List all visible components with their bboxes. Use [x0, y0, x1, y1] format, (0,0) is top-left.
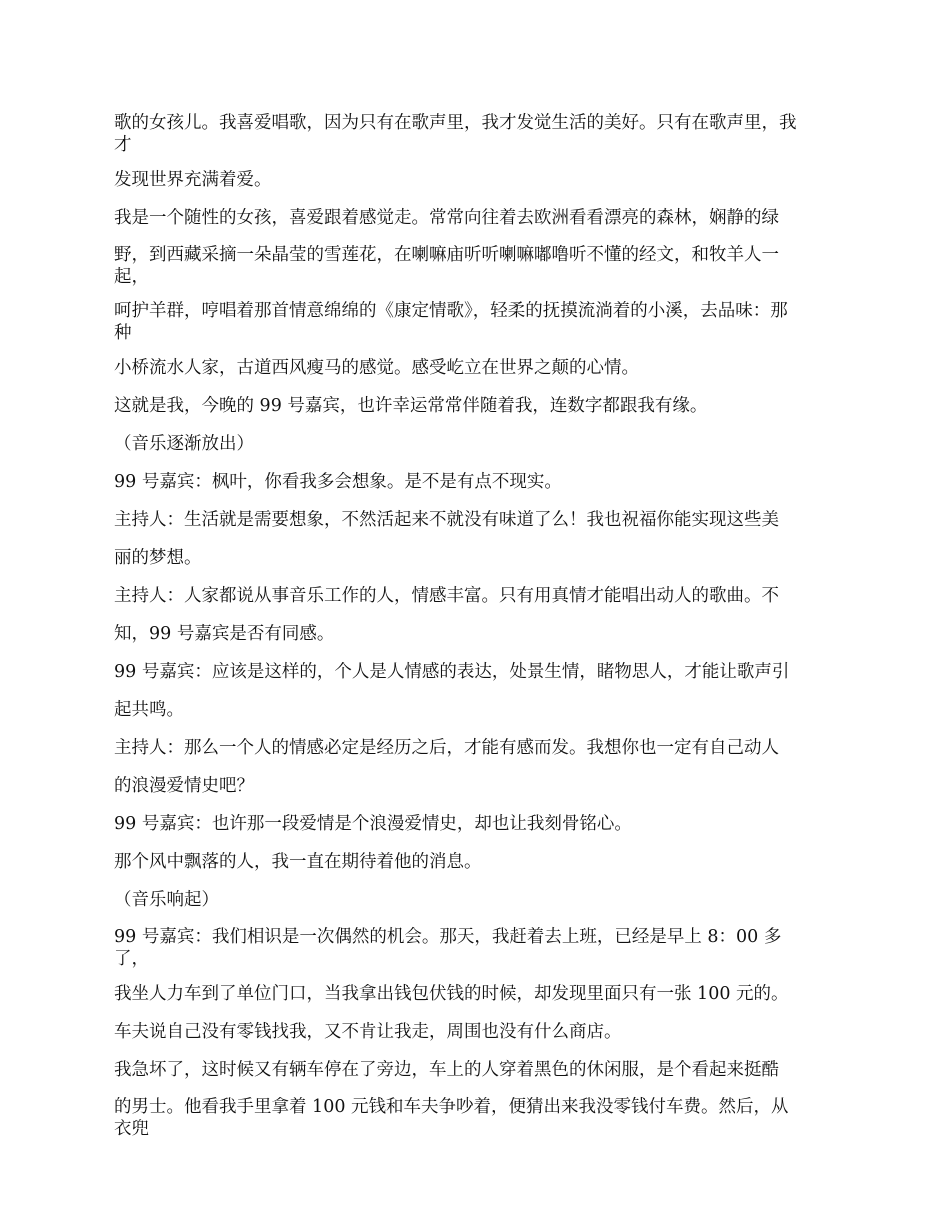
- dialogue-line: 了，: [114, 949, 149, 969]
- dialogue-line: 车夫说自己没有零钱找我，又不肯让我走，周围也没有什么商店。: [114, 1022, 622, 1042]
- paragraph-line: 小桥流水人家，古道西风瘦马的感觉。感受屹立在世界之颠的心情。: [114, 358, 639, 378]
- dialogue-line: 99 号嘉宾：也许那一段爱情是个浪漫爱情史，却也让我刻骨铭心。: [114, 814, 632, 834]
- dialogue-line: 主持人：那么一个人的情感必定是经历之后，才能有感而发。我想你也一定有自己动人: [114, 738, 779, 758]
- dialogue-line: 起共鸣。: [114, 700, 184, 720]
- paragraph-line: 野，到西藏采摘一朵晶莹的雪莲花，在喇嘛庙听听喇嘛嘟噜听不懂的经文，和牧羊人一: [114, 245, 779, 265]
- paragraph-line: 才: [114, 135, 132, 155]
- paragraph-line: 起，: [114, 267, 149, 287]
- document-body: [114, 112, 844, 1140]
- dialogue-line: 我坐人力车到了单位门口，当我拿出钱包伏钱的时候，却发现里面只有一张 100 元的。: [114, 984, 789, 1004]
- dialogue-line: 知，99 号嘉宾是否有同感。: [114, 624, 335, 644]
- dialogue-line: 的浪漫爱情史吧？: [114, 776, 254, 796]
- paragraph-line: 歌的女孩儿。我喜爱唱歌，因为只有在歌声里，我才发觉生活的美好。只有在歌声里，我: [114, 113, 797, 133]
- dialogue-line: 99 号嘉宾：应该是这样的，个人是人情感的表达，处景生情，睹物思人，才能让歌声引: [114, 662, 790, 682]
- dialogue-line: 那个风中飘落的人，我一直在期待着他的消息。: [114, 852, 482, 872]
- stage-direction: （音乐响起）: [114, 890, 219, 910]
- stage-direction: （音乐逐渐放出）: [114, 434, 254, 454]
- dialogue-line: 丽的梦想。: [114, 548, 202, 568]
- paragraph-line: 这就是我，今晚的 99 号嘉宾，也许幸运常常伴随着我，连数字都跟我有缘。: [114, 396, 708, 416]
- dialogue-line: 衣兜: [114, 1119, 149, 1139]
- dialogue-line: 我急坏了，这时候又有辆车停在了旁边，车上的人穿着黑色的休闲服，是个看起来挺酷: [114, 1060, 779, 1080]
- dialogue-line: 主持人：生活就是需要想象，不然活起来不就没有味道了么！我也祝福你能实现这些美: [114, 510, 779, 530]
- dialogue-line: 99 号嘉宾：我们相识是一次偶然的机会。那天，我赶着去上班，已经是早上 8：00 多: [114, 927, 782, 947]
- paragraph-line: 呵护羊群，哼唱着那首情意绵绵的《康定情歌》，轻柔的抚摸流淌着的小溪，去品味：那: [114, 301, 788, 321]
- paragraph-line: 发现世界充满着爱。: [114, 170, 272, 190]
- dialogue-line: 主持人：人家都说从事音乐工作的人，情感丰富。只有用真情才能唱出动人的歌曲。不: [114, 586, 779, 606]
- paragraph-line: 种: [114, 323, 132, 343]
- paragraph-line: 我是一个随性的女孩，喜爱跟着感觉走。常常向往着去欧洲看看漂亮的森林，娴静的绿: [114, 208, 779, 228]
- dialogue-line: 99 号嘉宾：枫叶，你看我多会想象。是不是有点不现实。: [114, 472, 562, 492]
- dialogue-line: 的男士。他看我手里拿着 100 元钱和车夫争吵着，便猜出来我没零钱付车费。然后，从: [114, 1097, 789, 1117]
